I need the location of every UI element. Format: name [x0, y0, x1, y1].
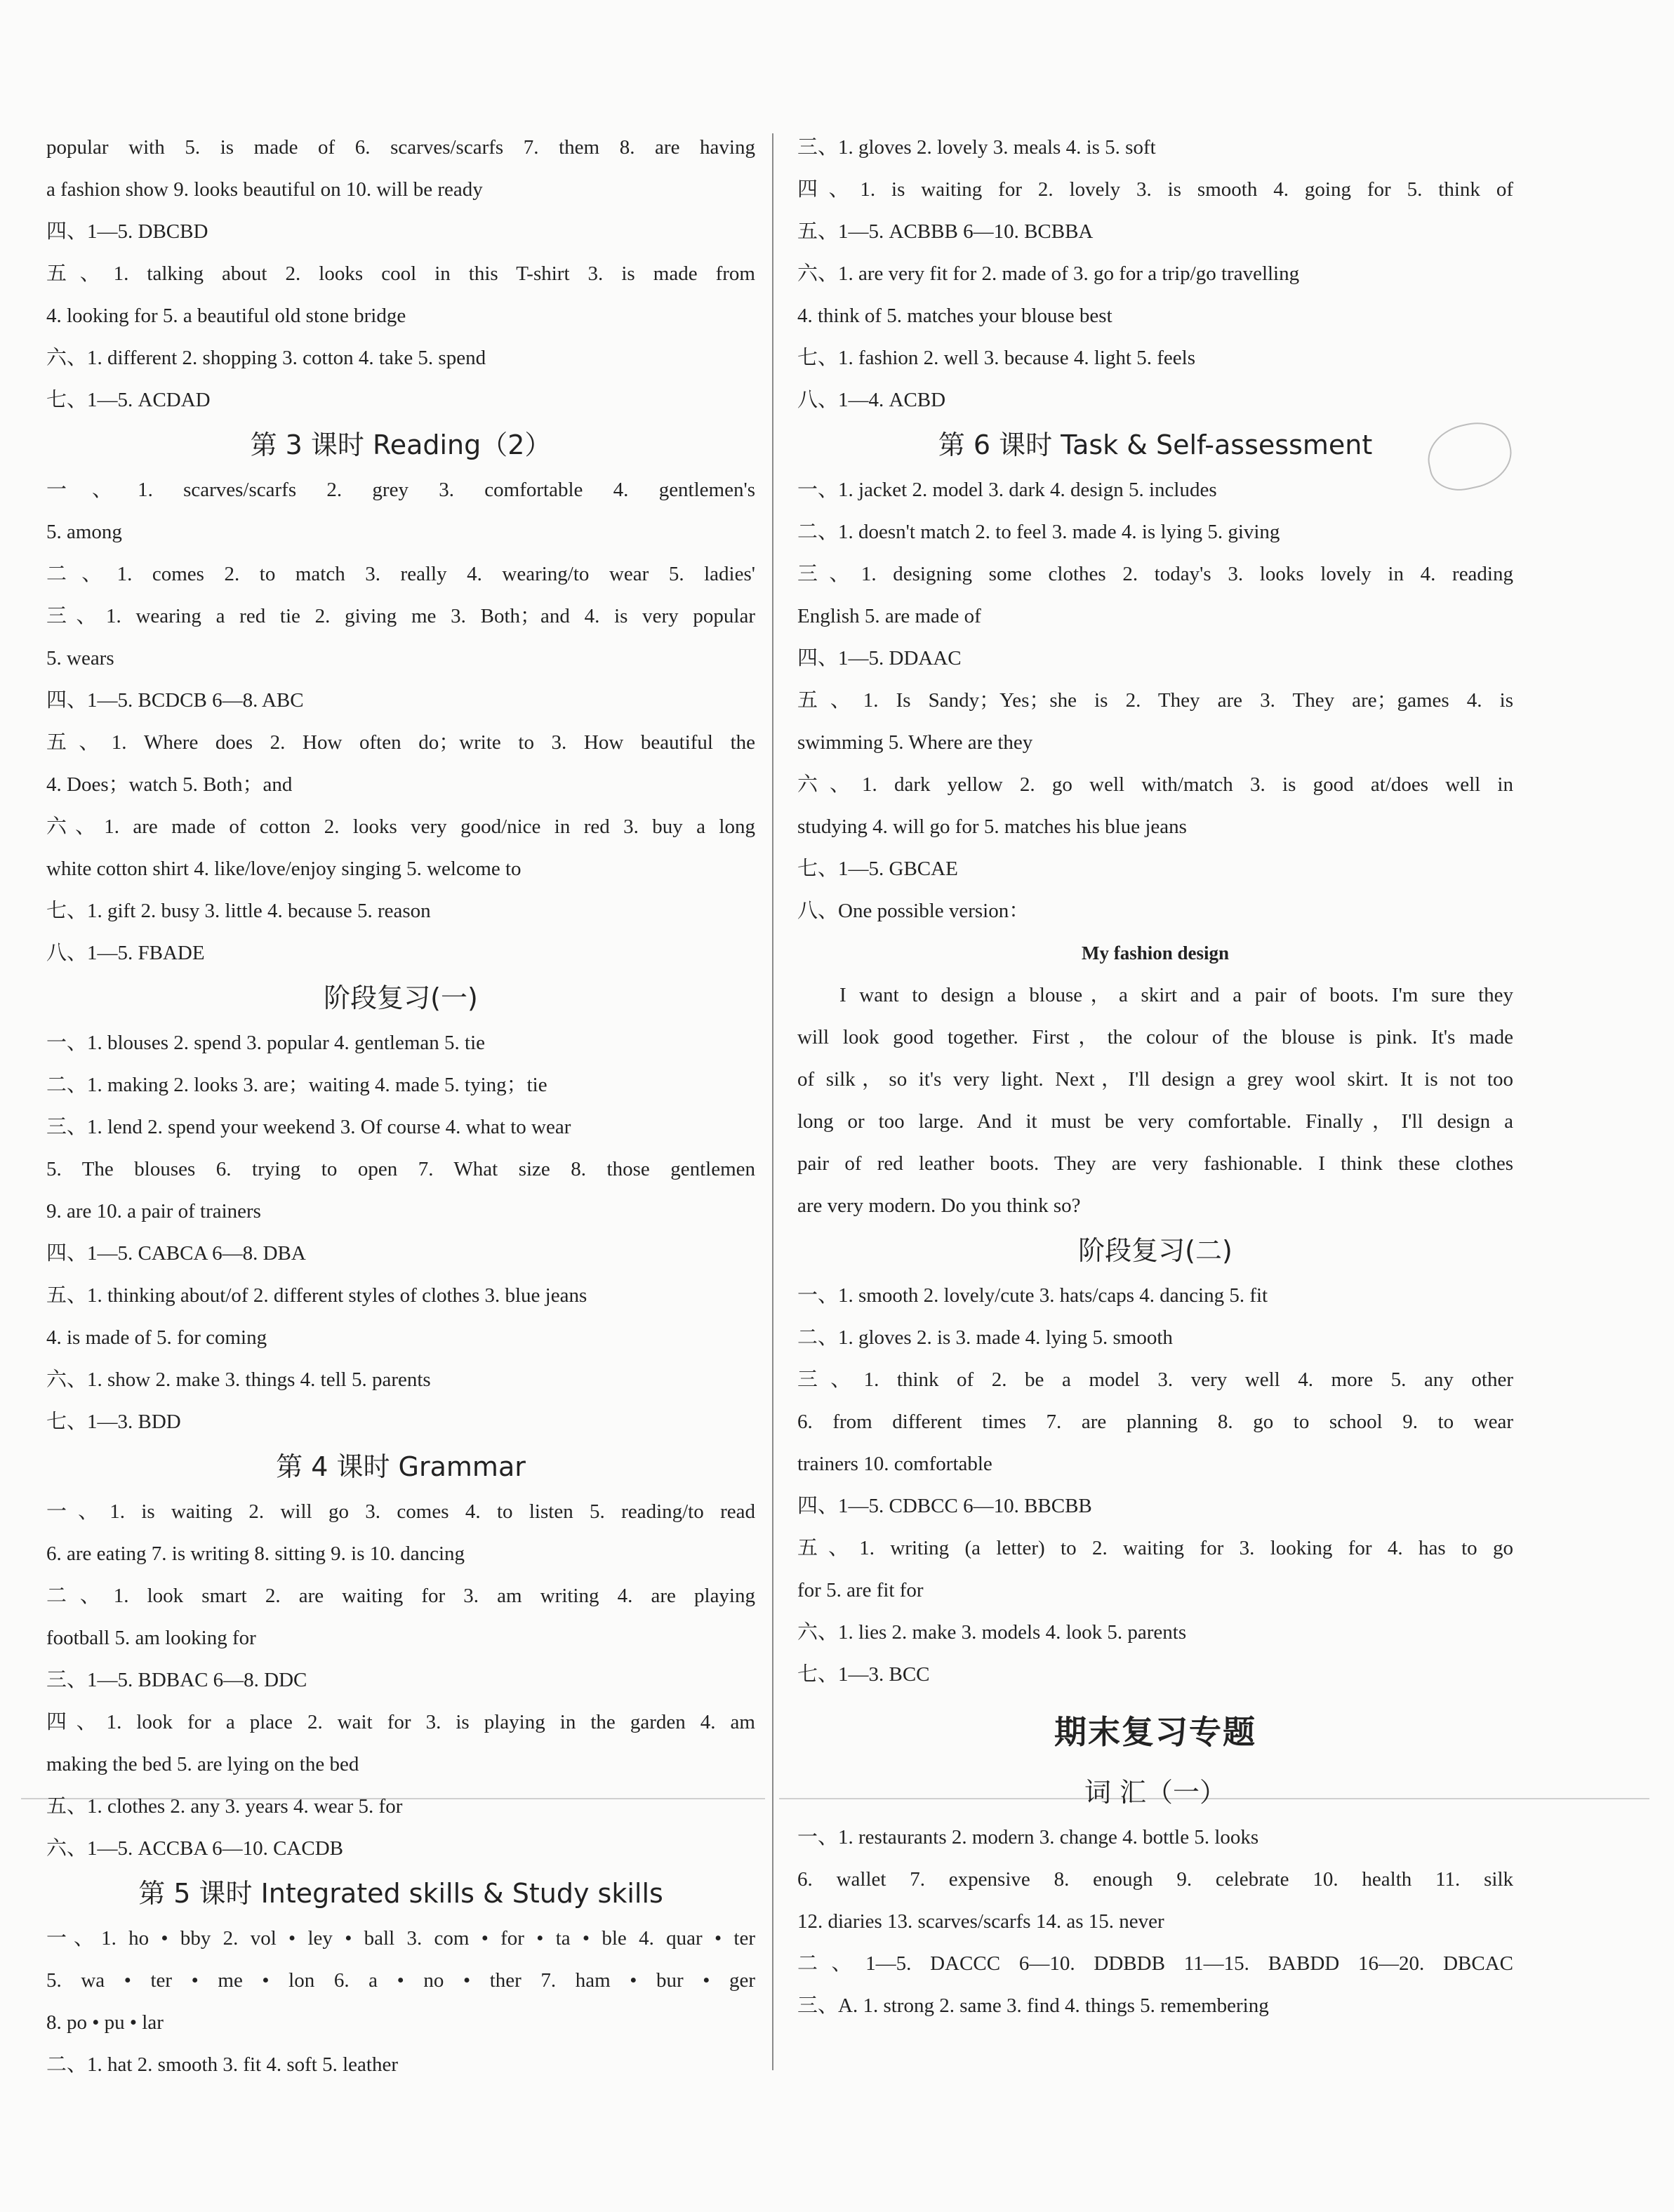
answer-line: popular with 5. is made of 6. scarves/scarfs 7. them 8. are having [46, 136, 755, 159]
answer-line: 六、1. dark yellow 2. go well with/match 3. is good at/does well in [797, 773, 1513, 796]
answer-line: 4. is made of 5. for coming [46, 1326, 267, 1349]
answer-line: 五、1. clothes 2. any 3. years 4. wear 5. for [46, 1795, 403, 1818]
answer-line: 4. think of 5. matches your blouse best [797, 305, 1112, 327]
answer-line: 三、1. lend 2. spend your weekend 3. Of course 4. what to wear [46, 1116, 571, 1138]
answer-line: 4. Does；watch 5. Both；and [46, 773, 293, 796]
answer-line: of silk，so it's very light. Next，I'll design a grey wool skirt. It is not too [797, 1068, 1513, 1091]
answer-line: long or too large. And it must be very comfortable. Finally，I'll design a [797, 1110, 1513, 1133]
column-divider [772, 133, 773, 2070]
answer-line: 四、1—5. CABCA 6—8. DBA [46, 1242, 306, 1265]
essay-title: My fashion design [1081, 942, 1230, 964]
answer-line: 三、1. wearing a red tie 2. giving me 3. Both；and 4. is very popular [46, 605, 755, 627]
answer-line: 四、1—5. BCDCB 6—8. ABC [46, 689, 304, 712]
answer-line: 六、1. are very fit for 2. made of 3. go for a trip/go travelling [797, 262, 1300, 285]
answer-line: 4. looking for 5. a beautiful old stone bridge [46, 305, 406, 327]
answer-line: 二、1. hat 2. smooth 3. fit 4. soft 5. leather [46, 2053, 398, 2076]
answer-line: 七、1. fashion 2. well 3. because 4. light 5. feels [797, 347, 1195, 369]
answer-line: will look good together. First，the colour of the blouse is pink. It's made [797, 1026, 1513, 1048]
chapter-heading: 期末复习专题 [1054, 1713, 1256, 1751]
answer-line: 七、1—3. BDD [46, 1411, 181, 1433]
answer-line: 一、1. ho • bby 2. vol • ley • ball 3. com • for • ta • ble 4. quar • ter [46, 1927, 755, 1950]
answer-line: 四、1—5. DBCBD [46, 220, 208, 243]
answer-line: 五、1. writing (a letter) to 2. waiting for 3. looking for 4. has to go [797, 1537, 1513, 1559]
section-heading: 词 汇（一） [1084, 1777, 1227, 1808]
answer-line: 6. from different times 7. are planning 8. go to school 9. to wear [797, 1411, 1513, 1433]
answer-line: 六、1. different 2. shopping 3. cotton 4. take 5. spend [46, 347, 486, 369]
answer-line: 二、1. gloves 2. is 3. made 4. lying 5. smooth [797, 1326, 1173, 1349]
answer-line: trainers 10. comfortable [797, 1453, 992, 1475]
answer-line: white cotton shirt 4. like/love/enjoy singing 5. welcome to [46, 858, 522, 880]
answer-line: 二、1—5. DACCC 6—10. DDBDB 11—15. BABDD 16—20. DBCAC [797, 1952, 1513, 1975]
answer-line: 四、1—5. CDBCC 6—10. BBCBB [797, 1495, 1092, 1517]
answer-line: pair of red leather boots. They are very fashionable. I think these clothes [797, 1152, 1513, 1175]
answer-line: studying 4. will go for 5. matches his blue jeans [797, 815, 1187, 838]
answer-line: 二、1. comes 2. to match 3. really 4. wearing/to wear 5. ladies' [46, 563, 755, 585]
answer-line: a fashion show 9. looks beautiful on 10. will be ready [46, 178, 483, 201]
answer-line: 5. among [46, 521, 122, 543]
answer-line: 六、1—5. ACCBA 6—10. CACDB [46, 1837, 343, 1860]
answer-line: 四、1—5. DDAAC [797, 647, 962, 669]
answer-line: swimming 5. Where are they [797, 731, 1033, 754]
answer-line: 六、1. lies 2. make 3. models 4. look 5. parents [797, 1621, 1187, 1644]
answer-line: 9. are 10. a pair of trainers [46, 1200, 261, 1222]
answer-line: 八、1—5. FBADE [46, 942, 205, 964]
answer-line: 6. are eating 7. is writing 8. sitting 9. is 10. dancing [46, 1543, 465, 1565]
answer-line: 五、1. thinking about/of 2. different styles of clothes 3. blue jeans [46, 1284, 587, 1307]
answer-line: 五、1—5. ACBBB 6—10. BCBBA [797, 220, 1094, 243]
answer-line: 三、1—5. BDBAC 6—8. DDC [46, 1669, 307, 1691]
answer-line: 一、1. blouses 2. spend 3. popular 4. gentleman 5. tie [46, 1032, 486, 1054]
answer-line: English 5. are made of [797, 605, 981, 627]
answer-line: 七、1—5. GBCAE [797, 858, 958, 880]
answer-line: 八、1—4. ACBD [797, 389, 946, 411]
answer-line: 5. wa • ter • me • lon 6. a • no • ther 7. ham • bur • ger [46, 1969, 755, 1992]
answer-line: 6. wallet 7. expensive 8. enough 9. celebrate 10. health 11. silk [797, 1868, 1513, 1891]
answer-line: 一、1. restaurants 2. modern 3. change 4. bottle 5. looks [797, 1826, 1259, 1848]
answer-line: 七、1—5. ACDAD [46, 389, 211, 411]
answer-line: 五、1. Is Sandy；Yes；she is 2. They are 3. They are；games 4. is [797, 689, 1513, 712]
answer-line: are very modern. Do you think so? [797, 1194, 1081, 1217]
section-heading: 第 6 课时 Task & Self-assessment [938, 429, 1373, 460]
right-column [797, 126, 1513, 2027]
answer-line: I want to design a blouse，a skirt and a pair of boots. I'm sure they [839, 984, 1513, 1006]
answer-line: 8. po • pu • lar [46, 2011, 164, 2034]
answer-line: 三、1. designing some clothes 2. today's 3. looks lovely in 4. reading [797, 563, 1513, 585]
answer-line: 12. diaries 13. scarves/scarfs 14. as 15. never [797, 1910, 1164, 1933]
section-heading: 第 4 课时 Grammar [276, 1451, 526, 1482]
answer-line: 四、1. is waiting for 2. lovely 3. is smooth 4. going for 5. think of [797, 178, 1513, 201]
answer-line: for 5. are fit for [797, 1579, 924, 1601]
section-heading: 第 5 课时 Integrated skills & Study skills [138, 1878, 663, 1909]
answer-line: 一、1. jacket 2. model 3. dark 4. design 5. includes [797, 479, 1217, 501]
left-column [46, 126, 755, 2086]
section-heading: 阶段复习(二) [1078, 1235, 1233, 1266]
answer-line: 八、One possible version： [797, 900, 1030, 922]
answer-line: 七、1—3. BCC [797, 1663, 930, 1686]
answer-line: 三、A. 1. strong 2. same 3. find 4. things 5. remembering [797, 1994, 1269, 2017]
answer-line: 五、1. talking about 2. looks cool in this T-shirt 3. is made from [46, 262, 755, 285]
answer-line: 三、1. think of 2. be a model 3. very well 4. more 5. any other [797, 1368, 1513, 1391]
answer-line: 一、1. is waiting 2. will go 3. comes 4. to listen 5. reading/to read [46, 1500, 755, 1523]
answer-line: 一、1. smooth 2. lovely/cute 3. hats/caps 4. dancing 5. fit [797, 1284, 1268, 1307]
answer-line: 六、1. are made of cotton 2. looks very good/nice in red 3. buy a long [46, 815, 755, 838]
answer-line: 5. wears [46, 647, 114, 669]
answer-line: 一、1. scarves/scarfs 2. grey 3. comfortable 4. gentlemen's [46, 479, 755, 501]
answer-line: 二、1. look smart 2. are waiting for 3. am writing 4. are playing [46, 1585, 755, 1607]
section-heading: 第 3 课时 Reading（2） [250, 429, 552, 460]
answer-line: 三、1. gloves 2. lovely 3. meals 4. is 5. soft [797, 136, 1156, 159]
answer-line: 四、1. look for a place 2. wait for 3. is playing in the garden 4. am [46, 1711, 755, 1733]
answer-line: 七、1. gift 2. busy 3. little 4. because 5. reason [46, 900, 431, 922]
answer-line: 五、1. Where does 2. How often do；write to 3. How beautiful the [46, 731, 755, 754]
answer-line: making the bed 5. are lying on the bed [46, 1753, 359, 1775]
answer-line: 5. The blouses 6. trying to open 7. What size 8. those gentlemen [46, 1158, 755, 1180]
section-heading: 阶段复习(一) [324, 982, 478, 1013]
answer-line: football 5. am looking for [46, 1627, 256, 1649]
answer-line: 二、1. making 2. looks 3. are；waiting 4. made 5. tying；tie [46, 1074, 547, 1096]
answer-line: 六、1. show 2. make 3. things 4. tell 5. parents [46, 1368, 431, 1391]
answer-line: 二、1. doesn't match 2. to feel 3. made 4. is lying 5. giving [797, 521, 1280, 543]
